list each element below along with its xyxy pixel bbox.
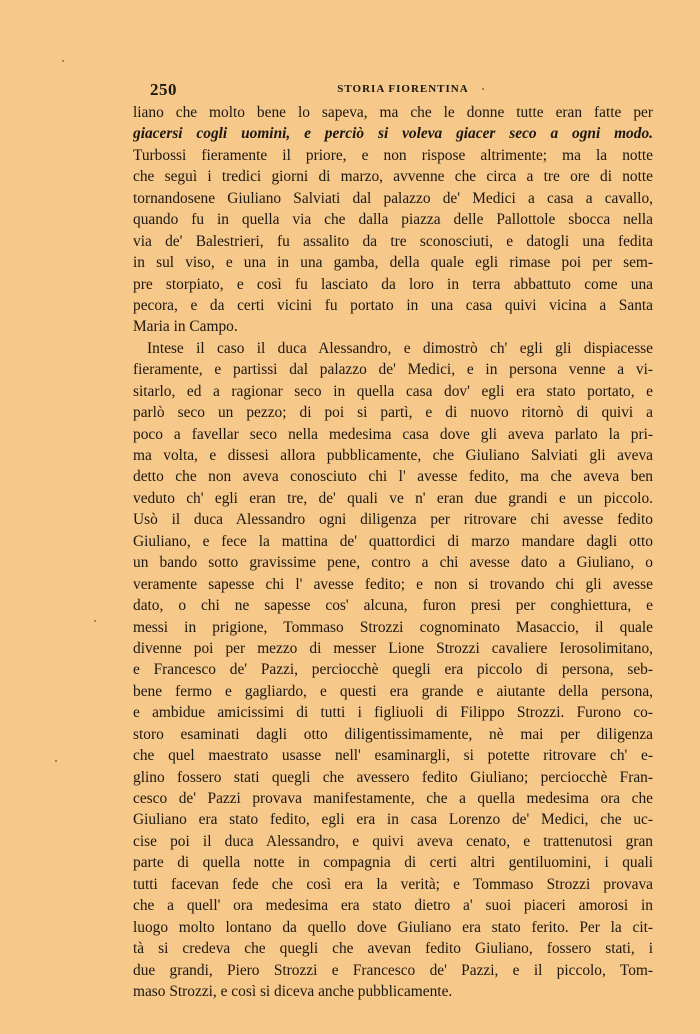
text-line: parte di quella notte in compagnia di certi altri gentiluomini, i quali: [133, 854, 653, 872]
text-line: Intese il caso il duca Alessandro, e dimostrò ch' egli gli dispiacesse: [147, 339, 653, 357]
text-line: pecora, e da certi vicini fu portato in una casa quivi vicina a Santa: [133, 296, 653, 314]
text-line: maso Strozzi, e così si diceva anche pubblicamente.: [133, 982, 453, 1000]
text-line: tutti facevan fede che così era la verità; e Tommaso Strozzi provava: [133, 875, 653, 893]
text-line: quando fu in quella via che dalla piazza delle Pallottole sbocca nella: [133, 211, 653, 229]
paper-speck: [94, 620, 96, 622]
text-line: tornandosene Giuliano Salviati dal palazzo de' Medici a casa a cavallo,: [133, 189, 653, 207]
text-line: Giuliano era stato fedito, egli era in casa Lorenzo de' Medici, che uc-: [133, 811, 653, 829]
running-head: STORIA FIORENTINA: [337, 83, 469, 95]
text-line: via de' Balestrieri, fu assalito da tre sconosciuti, e datogli una fedita: [133, 232, 653, 250]
text-line: detto che non aveva conosciuto chi l' avesse fedito, ma che aveva ben: [133, 468, 653, 486]
text-line: dato, o chi ne sapesse cos' alcuna, furon presi per conghiettura, e: [133, 597, 653, 615]
text-line: e ambidue amicissimi di tutti i figliuoli di Filippo Strozzi. Furono co-: [133, 704, 653, 722]
text-line: due grandi, Piero Strozzi e Francesco de' Pazzi, e il piccolo, Tom-: [133, 961, 653, 979]
text-line: fieramente, e partissi dal palazzo de' Medici, e in persona venne a vi-: [133, 361, 653, 379]
text-line: messi in prigione, Tommaso Strozzi cognominato Masaccio, il quale: [133, 618, 653, 636]
text-line: bene fermo e gagliardo, e questi era grande e aiutante della persona,: [133, 682, 653, 700]
text-line: pre storpiato, e così fu lasciato da loro in terra abbattuto come una: [133, 275, 653, 293]
text-line: giacersi cogli uomini, e perciò si voleva giacer seco a ogni modo.: [133, 125, 653, 143]
text-line: Turbossi fieramente il priore, e non rispose altrimente; ma la notte: [133, 146, 653, 164]
text-line: veramente sapesse chi l' avesse fedito; e non si trovando chi gli avesse: [133, 575, 653, 593]
text-line: cesco de' Pazzi provava manifestamente, che a quella medesima ora che: [133, 790, 653, 807]
text-line: Giuliano, e fece la mattina de' quattordici di marzo mandare dagli otto: [133, 532, 653, 550]
paper-speck: [62, 60, 64, 62]
text-line: veduto ch' egli eran tre, de' quali ve n' eran due grandi e un piccolo.: [133, 489, 653, 507]
text-line: che quel maestrato usasse nell' esaminargli, si potette ritrovare ch' e-: [133, 747, 653, 765]
page-number: 250: [150, 80, 177, 99]
text-line: Maria in Campo.: [133, 318, 238, 336]
text-line: storo esaminati dagli otto diligentissimamente, nè mai per diligenza: [133, 725, 653, 743]
text-line: parlò seco un pezzo; di poi si partì, e di nuovo ritornò di quivi a: [133, 404, 653, 422]
page-header: [150, 80, 656, 102]
text-line: luogo molto lontano da quello dove Giuliano era stato ferito. Per la cit-: [133, 918, 653, 936]
text-line: e Francesco de' Pazzi, perciocchè quegli era piccolo di persona, seb-: [133, 661, 653, 679]
text-line: tà si credeva che quegli che avevan fedito Giuliano, fossero stati, i: [133, 940, 653, 958]
text-line: Usò il duca Alessandro ogni diligenza per ritrovare chi avesse fedito: [133, 511, 653, 529]
text-line: che seguì i tredici giorni di marzo, avvenne che circa a tre ore di notte: [133, 168, 653, 186]
text-line: ma volta, e dissesi allora pubblicamente, che Giuliano Salviati gli aveva: [133, 447, 653, 464]
text-line: poco a favellar seco nella medesima casa dove gli aveva parlato la pri-: [133, 425, 653, 443]
text-line: liano che molto bene lo sapeva, ma che le donne tutte eran fatte per: [133, 104, 653, 121]
paper-speck: [55, 760, 57, 762]
body-text: [133, 102, 653, 1002]
text-line: sitarlo, ed a ragionar seco in quella casa dov' egli era stato portato, e: [133, 382, 653, 400]
text-line: cise poi il duca Alessandro, e quivi aveva cenato, e trattenutosi gran: [133, 832, 653, 850]
text-line: in sul viso, e una in una gamba, della quale egli rimase poi per sem-: [133, 254, 653, 272]
text-line: che a quell' ora medesima era stato dietro a' suoi piaceri amorosi in: [133, 897, 653, 915]
paper-speck: [482, 88, 484, 90]
text-line: glino fossero stati quegli che avessero fedito Giuliano; perciocchè Fran-: [133, 768, 653, 786]
text-line: un bando sotto gravissime pene, contro a chi avesse dato a Giuliano, o: [133, 554, 653, 572]
text-line: divenne poi per mezzo di messer Lione Strozzi cavaliere Ierosolimitano,: [133, 639, 653, 657]
